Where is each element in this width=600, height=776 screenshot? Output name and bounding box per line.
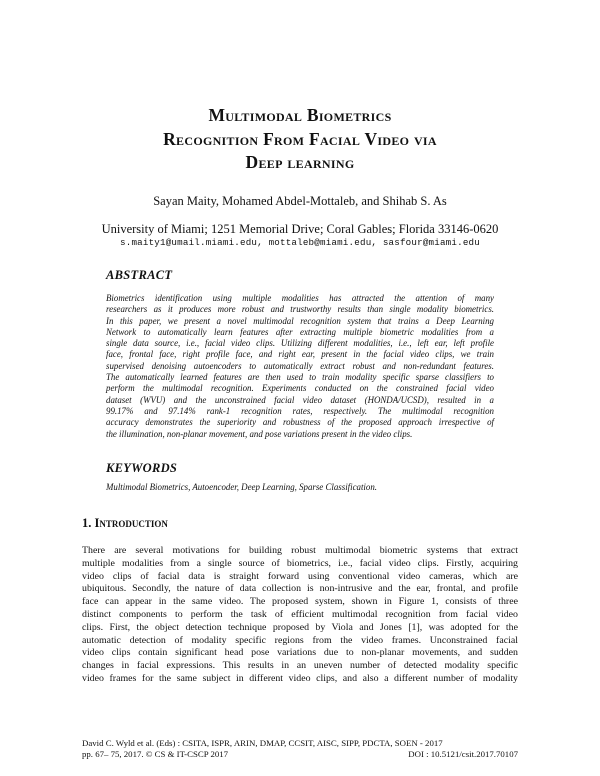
abstract-line: The automatically learned features are then used to train modality specific sparse classifiers to bbox=[106, 372, 494, 383]
body-line: automatic detection of modality specific regions from the video frames. Unconstrained facial bbox=[82, 634, 518, 646]
keywords-text: Multimodal Biometrics, Autoencoder, Deep Learning, Sparse Classification. bbox=[106, 482, 377, 492]
abstract-line: perform the multimodal recognition. Experiments conducted on the constrained facial video bbox=[106, 383, 494, 394]
body-line: There are several motivations for building robust multimodal biometric systems that extract bbox=[82, 545, 518, 556]
abstract-line: accuracy demonstrates the superiority and robustness of the proposed approach irrespective of bbox=[106, 417, 494, 428]
affiliation: University of Miami; 1251 Memorial Drive; Coral Gables; Florida 33146-0620 bbox=[101, 222, 499, 236]
abstract-line: 99.17% and 97.14% rank-1 recognition rates, respectively. The multimodal recognition bbox=[106, 405, 494, 416]
body-line: video clips contain significant head pose variations due to non-planar movements, and sudden bbox=[82, 647, 518, 659]
title-line: Multimodal Biometrics bbox=[208, 105, 392, 125]
body-line: ubiquitous. Secondly, the nature of data collection is non-intrusive and the ear, frontal, and profile bbox=[82, 583, 518, 595]
title-line: Recognition From Facial Video via bbox=[163, 128, 437, 149]
abstract-line: Biometrics identification using multiple modalities has attracted the attention of many bbox=[106, 293, 494, 303]
footer-proceedings: David C. Wyld et al. (Eds) : CSITA, ISPR, ARIN, DMAP, CCSIT, AISC, SIPP, PDCTA, SOEN - 2017 bbox=[82, 738, 443, 748]
section-heading-introduction: 1. Introduction bbox=[82, 516, 168, 530]
abstract-line: supervised denoising autoencoders to automatically extract robust and non-redundant features. bbox=[106, 360, 494, 371]
author-list: Sayan Maity, Mohamed Abdel-Mottaleb, and Shihab S. As bbox=[153, 194, 447, 208]
body-line: distinct components to perform the task of efficient multimodal recognition from facial video bbox=[82, 608, 518, 620]
body-line: multiple modalities from a single source of biometrics, i.e., facial video clips. Firstly, acquiring bbox=[82, 557, 518, 569]
abstract-line: dataset (WVU) and the unconstrained facial video dataset (HONDA/UCSD), resulted in a bbox=[106, 394, 494, 405]
abstract-line: the illumination, non-planar movement, and pose variations present in the video clips. bbox=[106, 428, 413, 439]
abstract-line: Network to automatically learn features after extracting multiple biometric modalities from a bbox=[106, 326, 494, 337]
abstract-line: face, frontal face, right profile face, and right ear, present in the facial video clips, we train bbox=[106, 349, 494, 360]
body-line: video frames for the same subject in different video clips, and also a different number of modality bbox=[82, 672, 518, 684]
abstract-heading: ABSTRACT bbox=[106, 268, 173, 282]
page-footer bbox=[82, 738, 518, 760]
paper-title bbox=[60, 104, 540, 175]
footer-row bbox=[82, 749, 518, 760]
title-line: Deep learning bbox=[245, 152, 355, 172]
body-line: face can appear in the same video. The proposed system, shown in Figure 1, consists of three bbox=[82, 596, 518, 608]
body-line: clips. First, the object detection technique proposed by Viola and Jones [1], was adopted for the bbox=[82, 621, 518, 633]
abstract-text bbox=[106, 293, 494, 440]
abstract-line: single data source, i.e., facial video clips. Utilizing different modalities, i.e., left ear, left profile bbox=[106, 338, 494, 349]
author-emails: s.maity1@umail.miami.edu, mottaleb@miami.edu, sasfour@miami.edu bbox=[120, 237, 480, 248]
body-line: changes in facial expressions. This results in an uneven number of detected modality specific bbox=[82, 660, 518, 672]
introduction-text bbox=[82, 545, 518, 686]
body-line: video clips of facial data is straight forward using conventional video cameras, which are bbox=[82, 570, 518, 582]
abstract-line: researchers as it produces more robust and trustworthy results than single modality biometrics. bbox=[106, 304, 494, 315]
footer-doi: DOI : 10.5121/csit.2017.70107 bbox=[408, 749, 518, 759]
abstract-line: In this paper, we present a novel multimodal recognition system that trains a Deep Learning bbox=[106, 315, 494, 326]
keywords-heading: KEYWORDS bbox=[106, 461, 178, 475]
footer-pages: pp. 67– 75, 2017. © CS & IT-CSCP 2017 bbox=[82, 749, 229, 759]
